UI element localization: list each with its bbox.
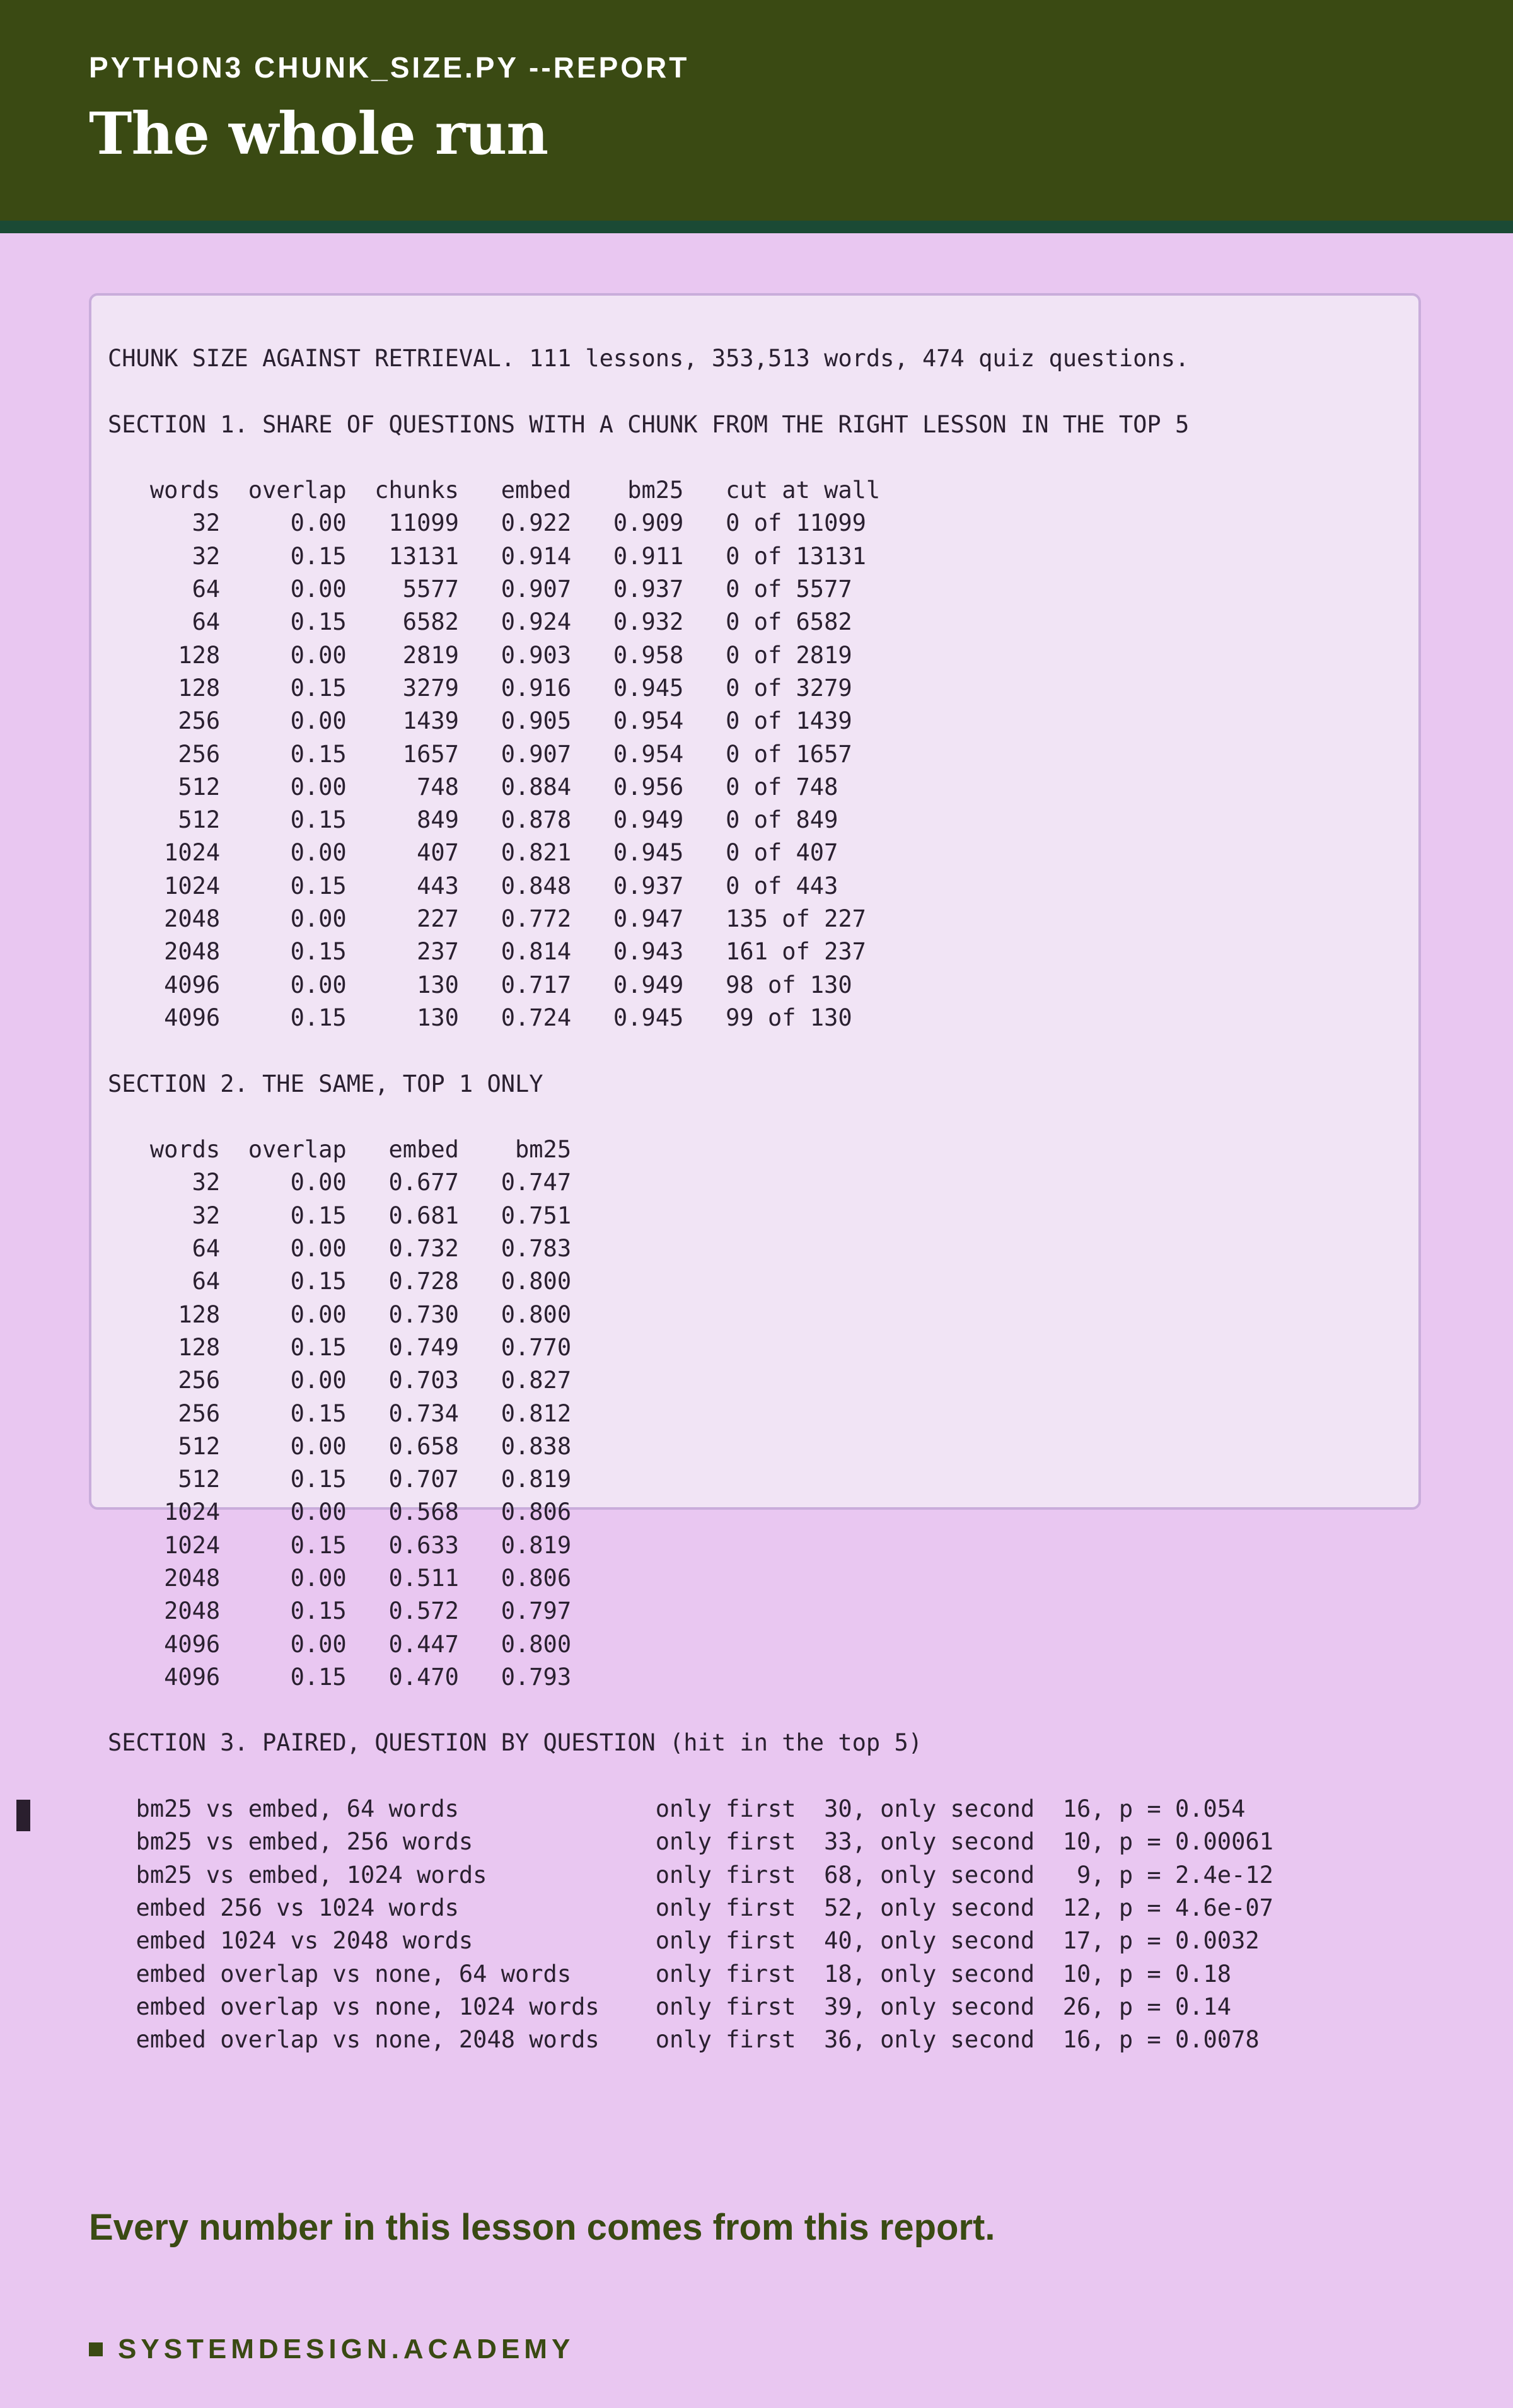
terminal-line: 32 0.15 0.681 0.751 xyxy=(108,1201,572,1229)
terminal-line: embed overlap vs none, 2048 words only first 36, only second 16, p = 0.0078 xyxy=(108,2026,1260,2054)
terminal-line: bm25 vs embed, 64 words only first 30, only second 16, p = 0.054 xyxy=(108,1795,1246,1823)
terminal-line: words overlap embed bm25 xyxy=(108,1136,572,1164)
terminal-line: 128 0.00 0.730 0.800 xyxy=(108,1300,572,1328)
terminal-line: 128 0.15 3279 0.916 0.945 0 of 3279 xyxy=(108,674,852,702)
brand-mark[interactable] xyxy=(89,2334,574,2365)
terminal-window xyxy=(89,293,1421,2054)
terminal-line: 1024 0.00 407 0.821 0.945 0 of 407 xyxy=(108,839,838,867)
terminal-line: 1024 0.15 443 0.848 0.937 0 of 443 xyxy=(108,872,838,900)
terminal-line xyxy=(108,375,1273,408)
terminal-line xyxy=(108,441,1273,474)
header-banner xyxy=(0,0,1513,233)
terminal-line: 2048 0.15 0.572 0.797 xyxy=(108,1597,572,1625)
terminal-line: embed 1024 vs 2048 words only first 40, only second 17, p = 0.0032 xyxy=(108,1927,1260,1955)
terminal-line: 512 0.00 748 0.884 0.956 0 of 748 xyxy=(108,773,838,801)
terminal-line: 4096 0.00 130 0.717 0.949 98 of 130 xyxy=(108,971,852,999)
terminal-line: 256 0.00 1439 0.905 0.954 0 of 1439 xyxy=(108,707,852,735)
terminal-line: SECTION 3. PAIRED, QUESTION BY QUESTION (hit in the top 5) xyxy=(108,1729,923,1757)
terminal-line: 64 0.15 0.728 0.800 xyxy=(108,1268,572,1295)
terminal-line: 32 0.00 11099 0.922 0.909 0 of 11099 xyxy=(108,509,866,537)
terminal-line: bm25 vs embed, 1024 words only first 68, only second 9, p = 2.4e-12 xyxy=(108,1861,1273,1889)
terminal-line: 512 0.15 0.707 0.819 xyxy=(108,1466,572,1493)
terminal-line: SECTION 1. SHARE OF QUESTIONS WITH A CHUNK FROM THE RIGHT LESSON IN THE TOP 5 xyxy=(108,410,1190,438)
terminal-line: words overlap chunks embed bm25 cut at wall xyxy=(108,477,881,504)
terminal-line: 256 0.00 0.703 0.827 xyxy=(108,1367,572,1394)
terminal-line: 64 0.15 6582 0.924 0.932 0 of 6582 xyxy=(108,608,852,636)
terminal-line xyxy=(108,1760,1273,1793)
terminal-line: 64 0.00 0.732 0.783 xyxy=(108,1235,572,1263)
terminal-line: CHUNK SIZE AGAINST RETRIEVAL. 111 lessons, 353,513 words, 474 quiz questions. xyxy=(108,345,1190,372)
terminal-line: 1024 0.00 0.568 0.806 xyxy=(108,1498,572,1526)
terminal-line: 1024 0.15 0.633 0.819 xyxy=(108,1531,572,1559)
terminal-line: 2048 0.15 237 0.814 0.943 161 of 237 xyxy=(108,938,866,966)
terminal-line: 2048 0.00 0.511 0.806 xyxy=(108,1564,572,1592)
brand-square-icon xyxy=(89,2342,103,2356)
terminal-line: 128 0.15 0.749 0.770 xyxy=(108,1333,572,1361)
terminal-line xyxy=(108,1101,1273,1133)
terminal-line: SECTION 2. THE SAME, TOP 1 ONLY xyxy=(108,1070,543,1097)
page-title: The whole run xyxy=(89,100,548,168)
terminal-line: 512 0.00 0.658 0.838 xyxy=(108,1432,572,1460)
terminal-line: 128 0.00 2819 0.903 0.958 0 of 2819 xyxy=(108,641,852,669)
footer-note: Every number in this lesson comes from this report. xyxy=(89,2207,995,2248)
terminal-line: 4096 0.00 0.447 0.800 xyxy=(108,1630,572,1658)
terminal-line: embed overlap vs none, 1024 words only first 39, only second 26, p = 0.14 xyxy=(108,1993,1232,2020)
terminal-line: 512 0.15 849 0.878 0.949 0 of 849 xyxy=(108,806,838,834)
terminal-line: bm25 vs embed, 256 words only first 33, only second 10, p = 0.00061 xyxy=(108,1828,1273,1856)
command-label: PYTHON3 CHUNK_SIZE.PY --REPORT xyxy=(89,51,690,84)
terminal-output xyxy=(108,342,1273,2056)
terminal-line: 32 0.00 0.677 0.747 xyxy=(108,1169,572,1196)
terminal-line: embed 256 vs 1024 words only first 52, only second 12, p = 4.6e-07 xyxy=(108,1894,1273,1921)
terminal-line: 64 0.00 5577 0.907 0.937 0 of 5577 xyxy=(108,576,852,603)
terminal-line: 2048 0.00 227 0.772 0.947 135 of 227 xyxy=(108,905,866,933)
terminal-line: embed overlap vs none, 64 words only first 18, only second 10, p = 0.18 xyxy=(108,1960,1232,1988)
terminal-line: 4096 0.15 0.470 0.793 xyxy=(108,1663,572,1691)
terminal-line: 256 0.15 0.734 0.812 xyxy=(108,1399,572,1427)
terminal-line xyxy=(108,1034,1273,1067)
terminal-line xyxy=(108,1694,1273,1727)
terminal-cursor xyxy=(16,1800,30,1831)
brand-name: SYSTEMDESIGN.ACADEMY xyxy=(118,2334,575,2365)
terminal-line: 32 0.15 13131 0.914 0.911 0 of 13131 xyxy=(108,542,866,570)
terminal-line: 4096 0.15 130 0.724 0.945 99 of 130 xyxy=(108,1004,852,1031)
terminal-line: 256 0.15 1657 0.907 0.954 0 of 1657 xyxy=(108,740,852,768)
